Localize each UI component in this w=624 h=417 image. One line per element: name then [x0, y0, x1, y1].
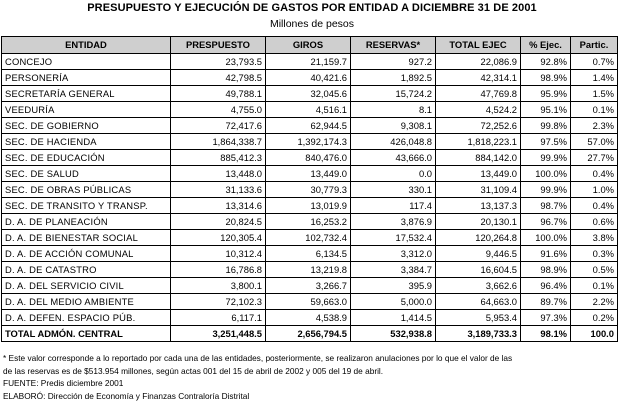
column-header-entidad: ENTIDAD — [2, 37, 171, 54]
value-cell: 0.2% — [571, 310, 618, 326]
value-cell: 0.3% — [571, 246, 618, 262]
value-cell: 1,892.5 — [351, 70, 436, 86]
value-cell: 96.4% — [521, 278, 571, 294]
value-cell: 9,308.1 — [351, 118, 436, 134]
value-cell: 98.9% — [521, 70, 571, 86]
value-cell: 99.8% — [521, 118, 571, 134]
value-cell: 13,219.8 — [266, 262, 351, 278]
value-cell: 0.4% — [571, 198, 618, 214]
value-cell: 3,189,733.3 — [436, 326, 521, 342]
entity-name-cell: VEEDURÍA — [2, 102, 171, 118]
value-cell: 43,666.0 — [351, 150, 436, 166]
value-cell: 100.0% — [521, 230, 571, 246]
value-cell: 532,938.8 — [351, 326, 436, 342]
value-cell: 13,314.6 — [171, 198, 266, 214]
value-cell: 1,864,338.7 — [171, 134, 266, 150]
value-cell: 99.9% — [521, 182, 571, 198]
document-subtitle: Millones de pesos — [269, 18, 355, 30]
value-cell: 49,788.1 — [171, 86, 266, 102]
entity-name-cell: D. A. DE PLANEACIÓN — [2, 214, 171, 230]
value-cell: 3,876.9 — [351, 214, 436, 230]
value-cell: 426,048.8 — [351, 134, 436, 150]
value-cell: 1,414.5 — [351, 310, 436, 326]
entity-name-cell: CONCEJO — [2, 54, 171, 70]
document-title: PRESUPUESTO Y EJECUCIÓN DE GASTOS POR ENTIDAD A DICIEMBRE 31 DE 2001 — [87, 2, 537, 14]
value-cell: 3,251,448.5 — [171, 326, 266, 342]
entity-name-cell: D. A. DE ACCIÓN COMUNAL — [2, 246, 171, 262]
budget-table — [1, 36, 618, 342]
value-cell: 13,449.0 — [266, 166, 351, 182]
value-cell: 2.3% — [571, 118, 618, 134]
entity-name-cell: D. A. DEFEN. ESPACIO PÚB. — [2, 310, 171, 326]
value-cell: 97.3% — [521, 310, 571, 326]
value-cell: 5,000.0 — [351, 294, 436, 310]
entity-name-cell: D. A. DEL SERVICIO CIVIL — [2, 278, 171, 294]
value-cell: 3,384.7 — [351, 262, 436, 278]
value-cell: 4,524.2 — [436, 102, 521, 118]
column-header-partic: Partic. — [571, 37, 618, 54]
value-cell: 0.4% — [571, 166, 618, 182]
value-cell: 95.1% — [521, 102, 571, 118]
table-row — [2, 182, 618, 198]
value-cell: 100.0% — [521, 166, 571, 182]
value-cell: 884,142.0 — [436, 150, 521, 166]
value-cell: 9,446.5 — [436, 246, 521, 262]
value-cell: 20,824.5 — [171, 214, 266, 230]
value-cell: 27.7% — [571, 150, 618, 166]
footnote-line-1: * Este valor corresponde a lo reportado por cada una de las entidades, posteriormente, se realizaron anulaciones por lo que el valor de las — [3, 353, 513, 363]
value-cell: 1.4% — [571, 70, 618, 86]
value-cell: 3,312.0 — [351, 246, 436, 262]
value-cell: 10,312.4 — [171, 246, 266, 262]
value-cell: 22,086.9 — [436, 54, 521, 70]
value-cell: 97.5% — [521, 134, 571, 150]
column-header-pct-ejec: % Ejec. — [521, 37, 571, 54]
value-cell: 59,663.0 — [266, 294, 351, 310]
value-cell: 4,755.0 — [171, 102, 266, 118]
value-cell: 92.8% — [521, 54, 571, 70]
value-cell: 13,448.0 — [171, 166, 266, 182]
value-cell: 32,045.6 — [266, 86, 351, 102]
value-cell: 100.0 — [571, 326, 618, 342]
table-row — [2, 246, 618, 262]
value-cell: 3,266.7 — [266, 278, 351, 294]
value-cell: 57.0% — [571, 134, 618, 150]
value-cell: 98.9% — [521, 262, 571, 278]
value-cell: 120,305.4 — [171, 230, 266, 246]
value-cell: 0.5% — [571, 262, 618, 278]
value-cell: 8.1 — [351, 102, 436, 118]
entity-name-cell: SEC. DE TRANSITO Y TRANSP. — [2, 198, 171, 214]
value-cell: 0.1% — [571, 102, 618, 118]
column-header-reservas: RESERVAS* — [351, 37, 436, 54]
footnote-line-2: de las reservas es de $513.954 millones, según actas 001 del 15 de abril de 2002 y 005 del 19 de abril. — [3, 365, 384, 376]
entity-name-cell: D. A. DEL MEDIO AMBIENTE — [2, 294, 171, 310]
table-row — [2, 278, 618, 294]
table-row — [2, 198, 618, 214]
value-cell: 91.6% — [521, 246, 571, 262]
value-cell: 0.7% — [571, 54, 618, 70]
total-row — [2, 326, 618, 342]
table-row — [2, 70, 618, 86]
value-cell: 16,253.2 — [266, 214, 351, 230]
value-cell: 42,798.5 — [171, 70, 266, 86]
source-note: FUENTE: Predis diciembre 2001 — [3, 378, 124, 388]
value-cell: 1.5% — [571, 86, 618, 102]
value-cell: 21,159.7 — [266, 54, 351, 70]
table-header-row — [2, 37, 618, 54]
value-cell: 3,662.6 — [436, 278, 521, 294]
value-cell: 64,663.0 — [436, 294, 521, 310]
table-row — [2, 102, 618, 118]
footnotes — [3, 352, 621, 402]
value-cell: 72,252.6 — [436, 118, 521, 134]
table-row — [2, 294, 618, 310]
table-row — [2, 134, 618, 150]
entity-name-cell: SEC. DE EDUCACIÓN — [2, 150, 171, 166]
value-cell: 31,109.4 — [436, 182, 521, 198]
value-cell: 885,412.3 — [171, 150, 266, 166]
value-cell: 2,656,794.5 — [266, 326, 351, 342]
value-cell: 72,102.3 — [171, 294, 266, 310]
entity-name-cell: TOTAL ADMÓN. CENTRAL — [2, 326, 171, 342]
entity-name-cell: SEC. DE HACIENDA — [2, 134, 171, 150]
value-cell: 102,732.4 — [266, 230, 351, 246]
entity-name-cell: SEC. DE GOBIERNO — [2, 118, 171, 134]
value-cell: 4,538.9 — [266, 310, 351, 326]
value-cell: 98.1% — [521, 326, 571, 342]
value-cell: 0.1% — [571, 278, 618, 294]
value-cell: 1,818,223.1 — [436, 134, 521, 150]
value-cell: 95.9% — [521, 86, 571, 102]
table-body — [2, 54, 618, 342]
value-cell: 20,130.1 — [436, 214, 521, 230]
value-cell: 23,793.5 — [171, 54, 266, 70]
value-cell: 13,449.0 — [436, 166, 521, 182]
value-cell: 6,134.5 — [266, 246, 351, 262]
value-cell: 120,264.8 — [436, 230, 521, 246]
value-cell: 1,392,174.3 — [266, 134, 351, 150]
column-header-presupuesto: PRESPUESTO — [171, 37, 266, 54]
value-cell: 2.2% — [571, 294, 618, 310]
table-row — [2, 310, 618, 326]
value-cell: 395.9 — [351, 278, 436, 294]
value-cell: 117.4 — [351, 198, 436, 214]
value-cell: 42,314.1 — [436, 70, 521, 86]
entity-name-cell: SEC. DE OBRAS PÚBLICAS — [2, 182, 171, 198]
value-cell: 30,779.3 — [266, 182, 351, 198]
value-cell: 62,944.5 — [266, 118, 351, 134]
entity-name-cell: D. A. DE CATASTRO — [2, 262, 171, 278]
table-row — [2, 262, 618, 278]
value-cell: 16,786.8 — [171, 262, 266, 278]
value-cell: 1.0% — [571, 182, 618, 198]
column-header-total-ejec: TOTAL EJEC — [436, 37, 521, 54]
value-cell: 0.6% — [571, 214, 618, 230]
value-cell: 96.7% — [521, 214, 571, 230]
table-row — [2, 118, 618, 134]
value-cell: 927.2 — [351, 54, 436, 70]
value-cell: 47,769.8 — [436, 86, 521, 102]
value-cell: 5,953.4 — [436, 310, 521, 326]
value-cell: 89.7% — [521, 294, 571, 310]
value-cell: 99.9% — [521, 150, 571, 166]
value-cell: 6,117.1 — [171, 310, 266, 326]
value-cell: 3.8% — [571, 230, 618, 246]
table-row — [2, 86, 618, 102]
entity-name-cell: SEC. DE SALUD — [2, 166, 171, 182]
value-cell: 13,019.9 — [266, 198, 351, 214]
value-cell: 3,800.1 — [171, 278, 266, 294]
table-row — [2, 54, 618, 70]
value-cell: 330.1 — [351, 182, 436, 198]
value-cell: 31,133.6 — [171, 182, 266, 198]
entity-name-cell: PERSONERÍA — [2, 70, 171, 86]
value-cell: 40,421.6 — [266, 70, 351, 86]
entity-name-cell: D. A. DE BIENESTAR SOCIAL — [2, 230, 171, 246]
table-row — [2, 166, 618, 182]
value-cell: 16,604.5 — [436, 262, 521, 278]
value-cell: 98.7% — [521, 198, 571, 214]
table-row — [2, 230, 618, 246]
value-cell: 4,516.1 — [266, 102, 351, 118]
value-cell: 13,137.3 — [436, 198, 521, 214]
value-cell: 15,724.2 — [351, 86, 436, 102]
entity-name-cell: SECRETARÍA GENERAL — [2, 86, 171, 102]
table-row — [2, 150, 618, 166]
value-cell: 840,476.0 — [266, 150, 351, 166]
author-note: ELABORÓ: Dirección de Economía y Finanzas Contraloría Distrital — [3, 390, 250, 401]
value-cell: 17,532.4 — [351, 230, 436, 246]
column-header-giros: GIROS — [266, 37, 351, 54]
table-row — [2, 214, 618, 230]
value-cell: 0.0 — [351, 166, 436, 182]
value-cell: 72,417.6 — [171, 118, 266, 134]
